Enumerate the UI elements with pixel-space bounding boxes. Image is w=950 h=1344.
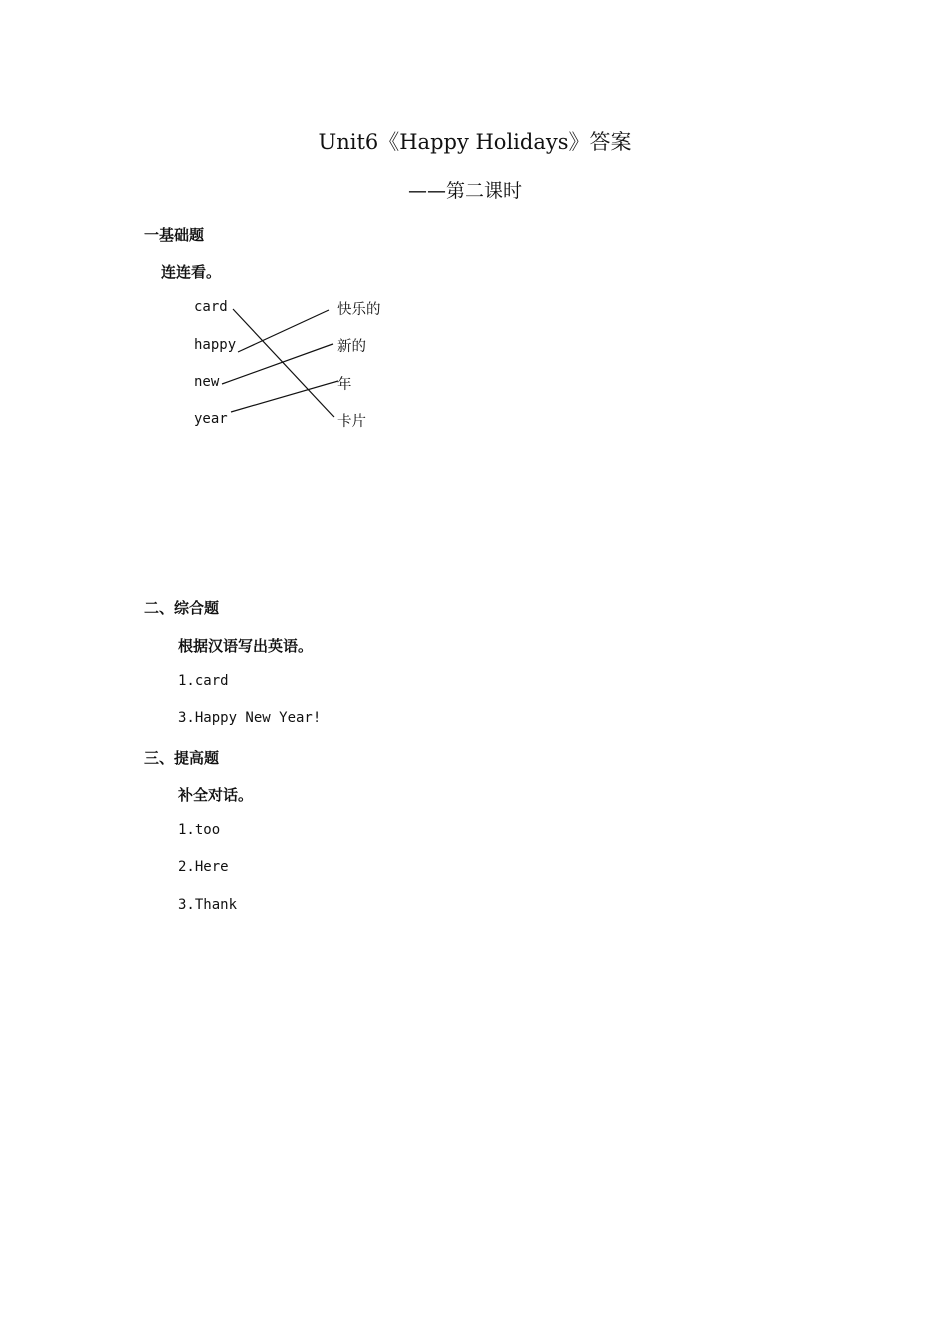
- english-word: new: [194, 374, 220, 390]
- answer-item: 1.too: [178, 822, 221, 838]
- section-heading-basic: 一基础题: [144, 226, 205, 244]
- english-word: card: [194, 299, 228, 315]
- chinese-word: 新的: [337, 339, 366, 355]
- match-line-happy: [238, 310, 329, 352]
- match-line-year: [231, 381, 338, 412]
- answer-item: 1.card: [178, 673, 229, 689]
- answer-item: 3.Thank: [178, 897, 238, 913]
- english-word: year: [194, 411, 228, 427]
- chinese-word: 年: [337, 377, 352, 393]
- page-subtitle: ——第二课时: [408, 180, 523, 202]
- section-instruction-write: 根据汉语写出英语。: [178, 637, 314, 655]
- section-heading-advanced: 三、提高题: [144, 749, 220, 767]
- english-word: happy: [194, 337, 237, 353]
- chinese-word: 卡片: [337, 414, 366, 430]
- section-instruction-dialogue: 补全对话。: [178, 786, 254, 804]
- section-heading-comprehensive: 二、综合题: [144, 599, 220, 617]
- answer-item: 2.Here: [178, 859, 229, 875]
- section-instruction-match: 连连看。: [161, 263, 222, 281]
- match-line-new: [222, 344, 333, 384]
- chinese-word: 快乐的: [337, 302, 381, 318]
- page-title: Unit6《Happy Holidays》答案: [318, 130, 632, 154]
- answer-item: 3.Happy New Year!: [178, 710, 322, 726]
- match-line-card: [233, 309, 334, 417]
